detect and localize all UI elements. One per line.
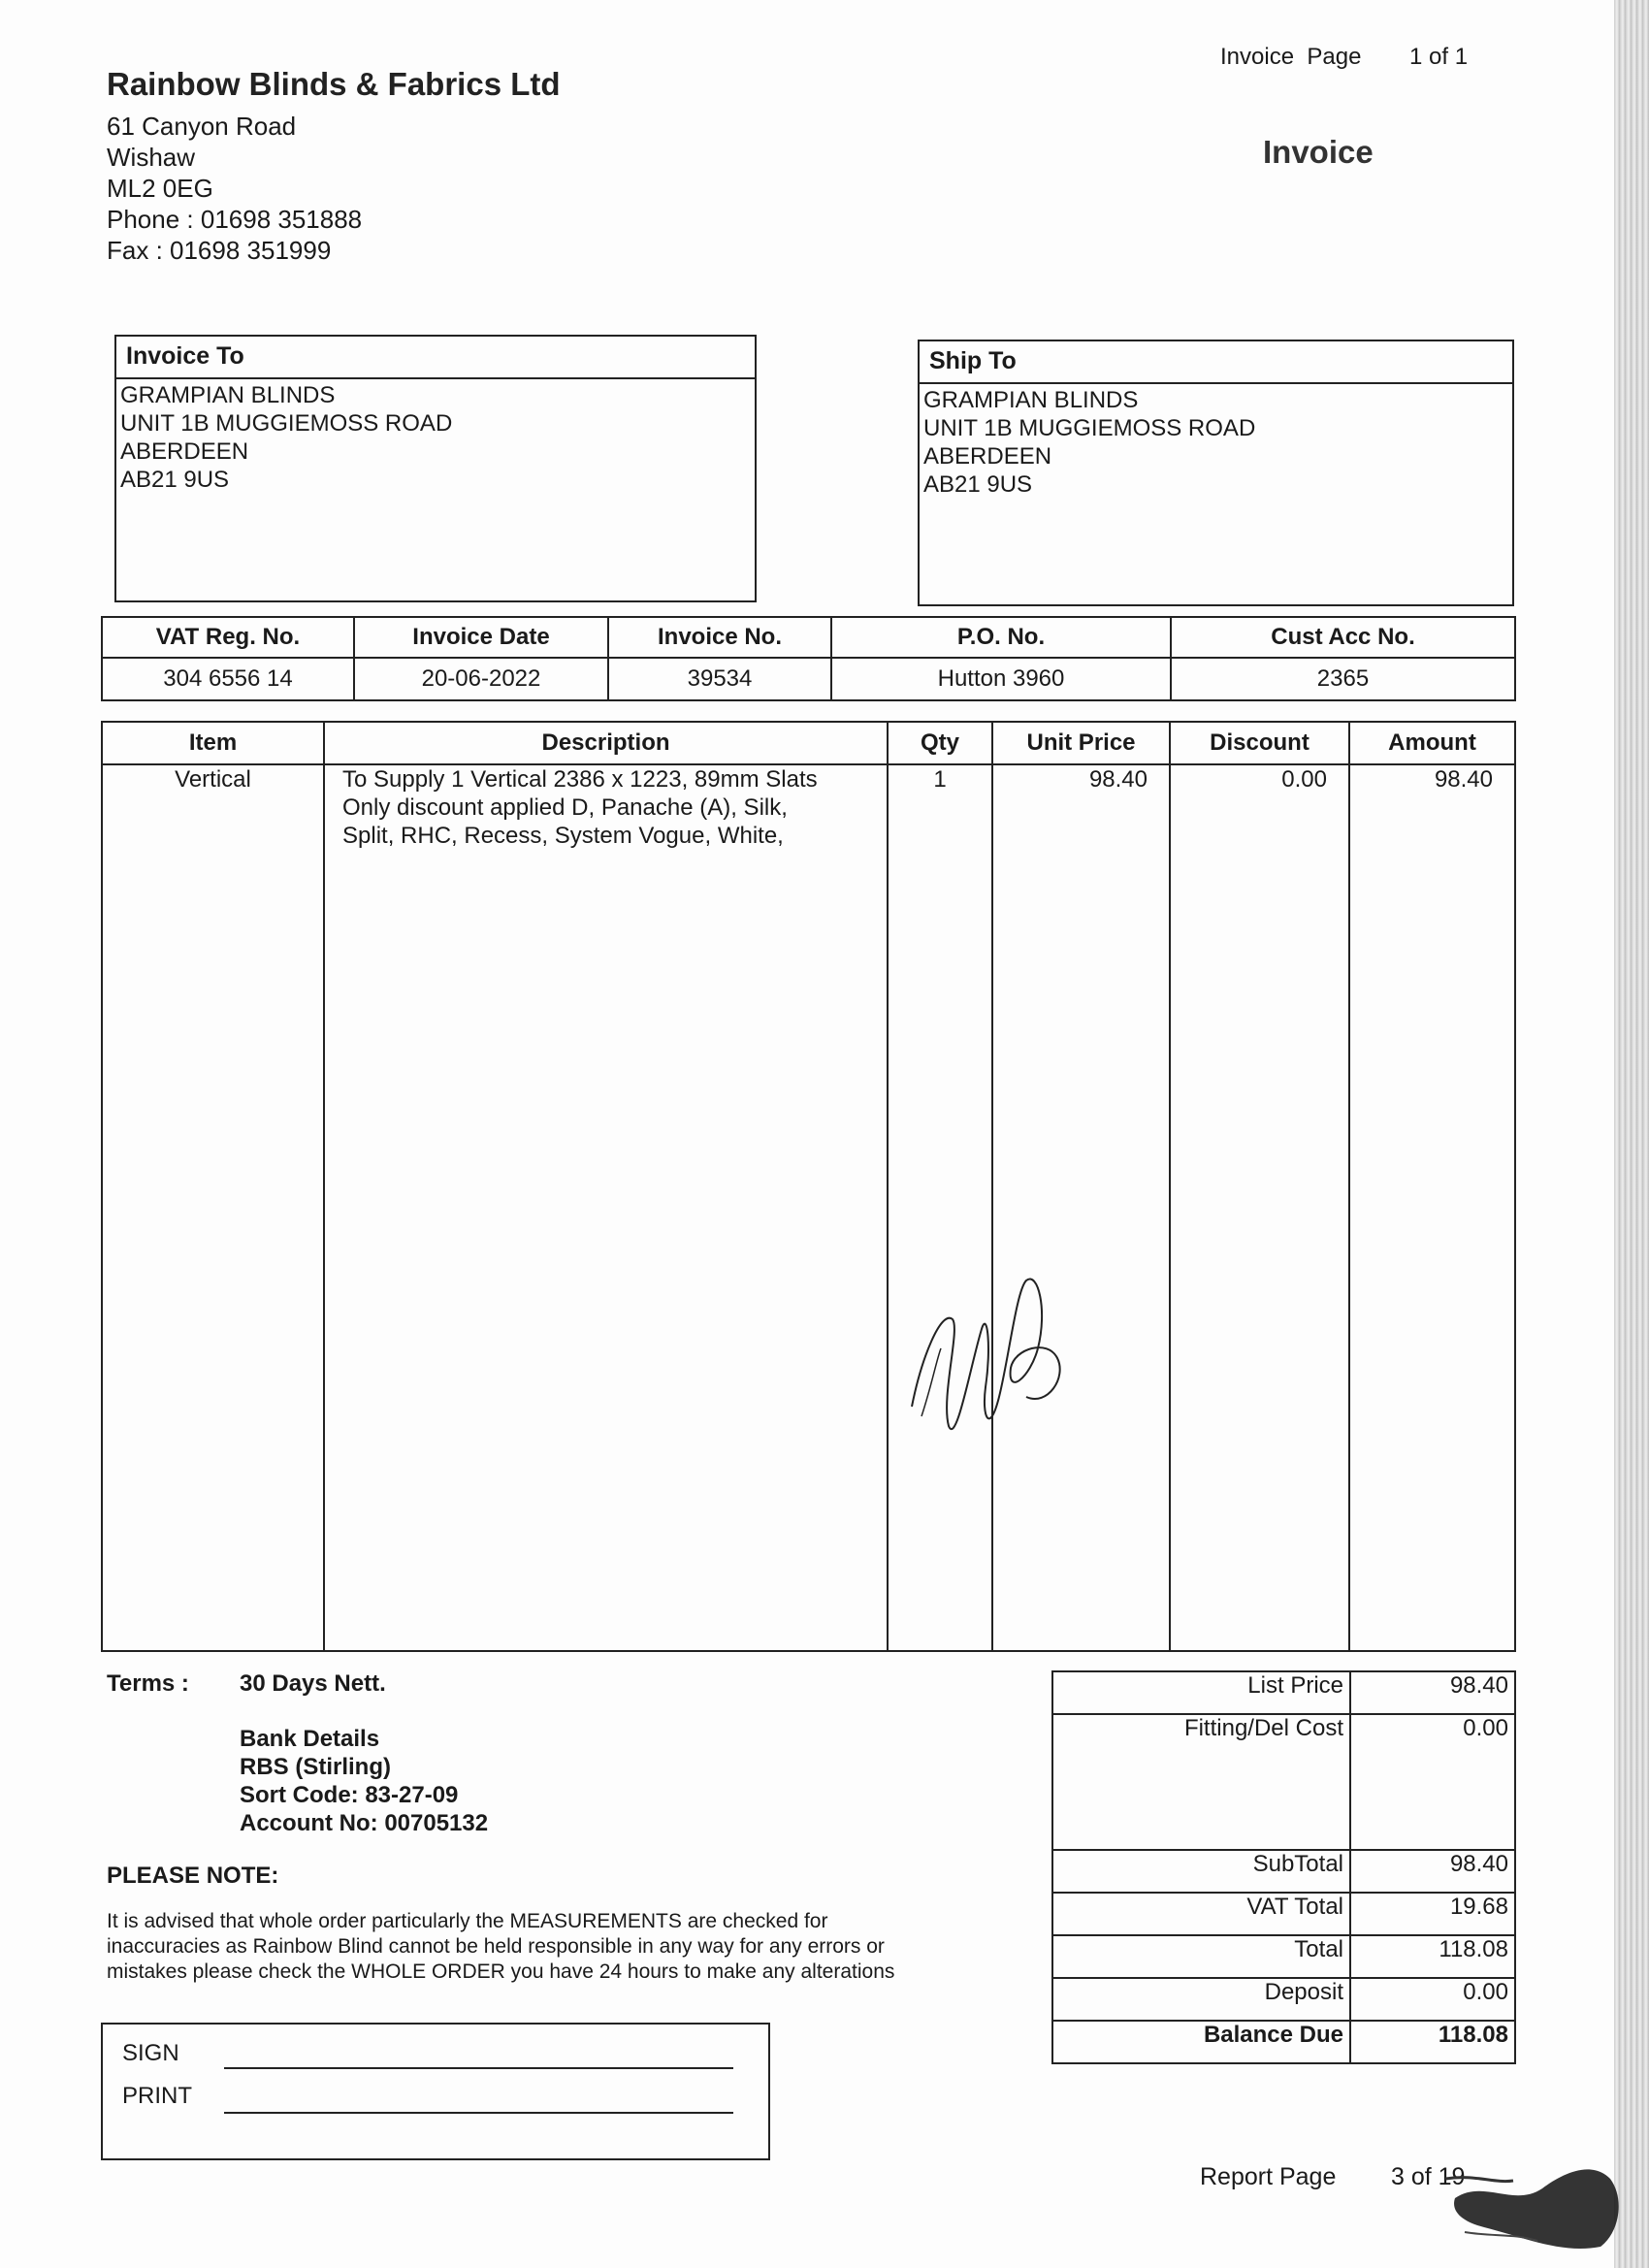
terms-value: 30 Days Nett.	[240, 1670, 386, 1697]
amount-cell: 98.40	[1349, 764, 1515, 1651]
invoice-no-header: Invoice No.	[608, 617, 831, 658]
cust-acc-header: Cust Acc No.	[1171, 617, 1515, 658]
address-line: ML2 0EG	[107, 174, 213, 203]
address-line: GRAMPIAN BLINDS	[923, 387, 1139, 413]
list-price-label: List Price	[1052, 1671, 1350, 1714]
print-label: PRINT	[122, 2083, 192, 2109]
description-header: Description	[324, 722, 888, 764]
invoice-page-value: 1 of 1	[1409, 44, 1469, 70]
subtotal-value: 98.40	[1350, 1850, 1515, 1893]
total-value: 118.08	[1350, 1935, 1515, 1978]
address-line: GRAMPIAN BLINDS	[120, 382, 336, 408]
address-line: ABERDEEN	[923, 443, 1052, 470]
report-page-value: 3 of 19	[1391, 2163, 1466, 2190]
address-line: Wishaw	[107, 143, 196, 172]
item-header: Item	[102, 722, 324, 764]
description-cell	[324, 764, 888, 1651]
unit-price-header: Unit Price	[992, 722, 1170, 764]
invoice-to-heading: Invoice To	[116, 337, 755, 379]
print-line[interactable]	[224, 2112, 733, 2114]
invoice-date-header: Invoice Date	[354, 617, 608, 658]
company-address	[107, 111, 362, 266]
fitting-label: Fitting/Del Cost	[1052, 1714, 1350, 1850]
address-line: 61 Canyon Road	[107, 112, 297, 141]
subtotal-label: SubTotal	[1052, 1850, 1350, 1893]
sort-code: Sort Code: 83-27-09	[240, 1782, 459, 1808]
sign-line[interactable]	[224, 2067, 733, 2069]
terms-label: Terms :	[107, 1670, 189, 1697]
address-line: UNIT 1B MUGGIEMOSS ROAD	[120, 410, 453, 437]
sign-print-box	[101, 2023, 770, 2160]
item-cell: Vertical	[102, 764, 324, 1651]
address-line: AB21 9US	[120, 467, 230, 493]
company-name: Rainbow Blinds & Fabrics Ltd	[107, 66, 561, 102]
ship-to-address	[920, 384, 1512, 501]
ship-to-box	[918, 340, 1514, 606]
cust-acc-value: 2365	[1171, 658, 1515, 700]
ship-to-heading: Ship To	[920, 341, 1512, 384]
description-line: To Supply 1 Vertical 2386 x 1223, 89mm Slats	[342, 766, 818, 793]
deposit-value: 0.00	[1350, 1978, 1515, 2021]
unit-price-cell: 98.40	[992, 764, 1170, 1651]
balance-due-value: 118.08	[1350, 2021, 1515, 2063]
vat-total-value: 19.68	[1350, 1893, 1515, 1935]
qty-cell: 1	[888, 764, 992, 1651]
address-line: AB21 9US	[923, 471, 1033, 498]
vat-reg-header: VAT Reg. No.	[102, 617, 354, 658]
amount-header: Amount	[1349, 722, 1515, 764]
note-line: It is advised that whole order particularly the MEASUREMENTS are checked for	[107, 1910, 828, 1932]
invoice-to-address	[116, 379, 755, 496]
address-line: ABERDEEN	[120, 438, 249, 465]
bank-line: RBS (Stirling)	[240, 1754, 391, 1780]
vat-reg-value: 304 6556 14	[102, 658, 354, 700]
phone-line: Phone : 01698 351888	[107, 205, 363, 234]
sign-label: SIGN	[122, 2040, 179, 2066]
bank-details	[240, 1725, 488, 1837]
fax-line: Fax : 01698 351999	[107, 236, 332, 265]
po-no-value: Hutton 3960	[831, 658, 1171, 700]
invoice-page-label: Invoice Page	[1220, 44, 1362, 70]
bank-line: Bank Details	[240, 1726, 380, 1752]
fitting-value: 0.00	[1350, 1714, 1515, 1850]
invoice-no-value: 39534	[608, 658, 831, 700]
report-page-label: Report Page	[1200, 2163, 1337, 2190]
description-line: Only discount applied D, Panache (A), Silk,	[342, 794, 788, 821]
note-text	[107, 1909, 999, 1985]
invoice-to-box	[114, 335, 757, 602]
discount-header: Discount	[1170, 722, 1349, 764]
note-heading: PLEASE NOTE:	[107, 1863, 279, 1889]
invoice-date-value: 20-06-2022	[354, 658, 608, 700]
totals-table	[1051, 1670, 1516, 2064]
items-table	[101, 721, 1516, 1652]
balance-due-label: Balance Due	[1052, 2021, 1350, 2063]
note-line: mistakes please check the WHOLE ORDER you have 24 hours to make any alterations	[107, 1960, 895, 1983]
total-label: Total	[1052, 1935, 1350, 1978]
scan-edge	[1614, 0, 1649, 2268]
deposit-label: Deposit	[1052, 1978, 1350, 2021]
address-line: UNIT 1B MUGGIEMOSS ROAD	[923, 415, 1256, 441]
note-line: inaccuracies as Rainbow Blind cannot be held responsible in any way for any errors or	[107, 1935, 885, 1958]
handwritten-signature	[902, 1251, 1067, 1465]
document-title: Invoice	[1263, 134, 1374, 170]
invoice-meta-table	[101, 616, 1516, 701]
discount-cell: 0.00	[1170, 764, 1349, 1651]
ink-smudge	[1445, 2140, 1630, 2256]
qty-header: Qty	[888, 722, 992, 764]
list-price-value: 98.40	[1350, 1671, 1515, 1714]
account-number: Account No: 00705132	[240, 1810, 489, 1836]
po-no-header: P.O. No.	[831, 617, 1171, 658]
vat-total-label: VAT Total	[1052, 1893, 1350, 1935]
table-row	[102, 764, 1515, 1651]
description-line: Split, RHC, Recess, System Vogue, White,	[342, 823, 784, 849]
